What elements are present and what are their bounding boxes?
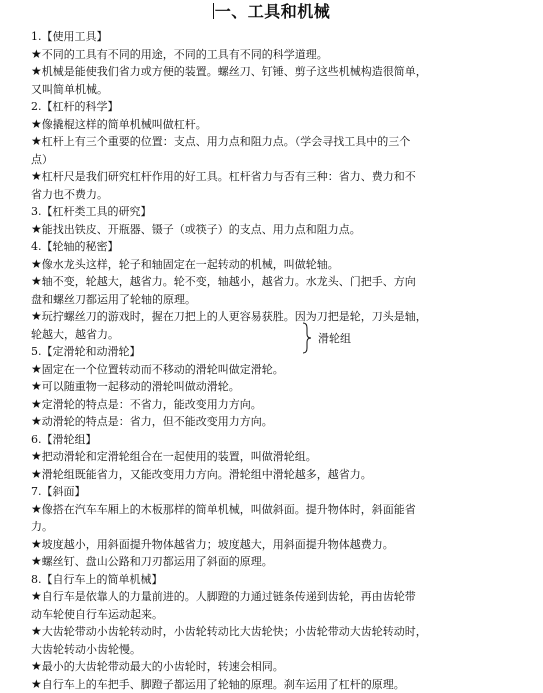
star-icon: ★ xyxy=(31,64,42,78)
bullet-text: 最小的大齿轮带动最大的小齿轮时，转速会相同。 xyxy=(42,660,284,673)
star-icon: ★ xyxy=(31,257,42,271)
bullet-text: 自行车是依靠人的力量前进的。人脚蹬的力通过链条传递到齿轮，再由齿轮带 xyxy=(42,590,416,603)
bullet-line xyxy=(31,413,526,431)
continuation-line xyxy=(31,291,526,309)
continuation-line xyxy=(31,641,526,659)
bullet-text: 像搭在汽车车厢上的木板那样的简单机械，叫做斜面。提升物体时，斜面能省 xyxy=(42,503,416,516)
section-heading-text: 4.【轮轴的秘密】 xyxy=(31,240,119,253)
continuation-line xyxy=(31,326,526,344)
bullet-text: 坡度越小，用斜面提升物体越省力；坡度越大，用斜面提升物体越费力。 xyxy=(42,538,394,551)
bullet-line xyxy=(31,658,526,676)
star-icon: ★ xyxy=(31,309,42,323)
continuation-line xyxy=(31,606,526,624)
section-heading-text: 5.【定滑轮和动滑轮】 xyxy=(31,345,141,358)
bullet-line xyxy=(31,308,526,326)
bullet-text: 定滑轮的特点是：不省力，能改变用力方向。 xyxy=(42,398,262,411)
star-icon: ★ xyxy=(31,677,42,691)
bullet-text: 像水龙头这样，轮子和轴固定在一起转动的机械，叫做轮轴。 xyxy=(42,258,339,271)
bullet-text: 不同的工具有不同的用途，不同的工具有不同的科学道理。 xyxy=(42,48,328,61)
bullet-line xyxy=(31,46,526,64)
star-icon: ★ xyxy=(31,537,42,551)
brace-label: 滑轮组 xyxy=(318,330,351,346)
section-heading-text: 2.【杠杆的科学】 xyxy=(31,100,119,113)
bullet-line xyxy=(31,676,526,693)
section-heading-text: 3.【杠杆类工具的研究】 xyxy=(31,205,152,218)
bullet-text: 滑轮组既能省力，又能改变用力方向。滑轮组中滑轮越多，越省力。 xyxy=(42,468,372,481)
continuation-text: 动车轮使自行车运动起来。 xyxy=(31,608,163,621)
bullet-line xyxy=(31,396,526,414)
bullet-text: 玩拧螺丝刀的游戏时，握在刀把上的人更容易获胜。因为刀把是轮，刀头是轴， xyxy=(42,310,427,323)
continuation-text: 大齿轮转动小齿轮慢。 xyxy=(31,643,141,656)
star-icon: ★ xyxy=(31,659,42,673)
star-icon: ★ xyxy=(31,117,42,131)
bullet-line xyxy=(31,553,526,571)
bullet-text: 固定在一个位置转动而不移动的滑轮叫做定滑轮。 xyxy=(42,363,284,376)
right-brace-icon xyxy=(302,322,312,354)
bullet-line xyxy=(31,63,526,81)
star-icon: ★ xyxy=(31,449,42,463)
star-icon: ★ xyxy=(31,134,42,148)
continuation-text: 省力也不费力。 xyxy=(31,188,108,201)
star-icon: ★ xyxy=(31,397,42,411)
page-title xyxy=(0,2,543,22)
continuation-line xyxy=(31,518,526,536)
bullet-text: 像撬棍这样的简单机械叫做杠杆。 xyxy=(42,118,207,131)
bullet-text: 杠杆上有三个重要的位置：支点、用力点和阻力点。（学会寻找工具中的三个 xyxy=(42,135,411,148)
star-icon: ★ xyxy=(31,169,42,183)
continuation-line xyxy=(31,186,526,204)
bullet-line xyxy=(31,361,526,379)
star-icon: ★ xyxy=(31,274,42,288)
bullet-line xyxy=(31,133,526,151)
bullet-text: 可以随重物一起移动的滑轮叫做动滑轮。 xyxy=(42,380,240,393)
bullet-text: 螺丝钉、盘山公路和刀刃都运用了斜面的原理。 xyxy=(42,555,273,568)
bullet-text: 能找出铁皮、开瓶器、镊子（或筷子）的支点、用力点和阻力点。 xyxy=(42,223,361,236)
star-icon: ★ xyxy=(31,222,42,236)
title-cursor-mark xyxy=(213,3,214,19)
section-heading-text: 8.【自行车上的简单机械】 xyxy=(31,573,163,586)
section-heading xyxy=(31,343,526,361)
star-icon: ★ xyxy=(31,47,42,61)
bullet-line xyxy=(31,466,526,484)
star-icon: ★ xyxy=(31,414,42,428)
continuation-text: 点） xyxy=(31,153,53,166)
bullet-text: 杠杆尺是我们研究杠杆作用的好工具。杠杆省力与否有三种：省力、费力和不 xyxy=(42,170,416,183)
star-icon: ★ xyxy=(31,362,42,376)
star-icon: ★ xyxy=(31,467,42,481)
bullet-line xyxy=(31,501,526,519)
section-heading-text: 7.【斜面】 xyxy=(31,485,86,498)
bullet-text: 自行车上的车把手、脚蹬子都运用了轮轴的原理。刹车运用了杠杆的原理。 xyxy=(42,678,405,691)
section-heading-text: 6.【滑轮组】 xyxy=(31,433,97,446)
continuation-line xyxy=(31,151,526,169)
bullet-text: 机械是能使我们省力或方便的装置。螺丝刀、钉锤、剪子这些机械构造很简单， xyxy=(42,65,427,78)
bullet-line xyxy=(31,273,526,291)
section-heading xyxy=(31,28,526,46)
bullet-line xyxy=(31,536,526,554)
bullet-text: 动滑轮的特点是：省力，但不能改变用力方向。 xyxy=(42,415,273,428)
star-icon: ★ xyxy=(31,589,42,603)
section-heading xyxy=(31,203,526,221)
section-heading xyxy=(31,98,526,116)
bullet-line xyxy=(31,448,526,466)
star-icon: ★ xyxy=(31,554,42,568)
continuation-text: 力。 xyxy=(31,520,53,533)
bullet-line xyxy=(31,116,526,134)
bullet-line xyxy=(31,588,526,606)
brace-annotation xyxy=(302,318,351,358)
star-icon: ★ xyxy=(31,379,42,393)
bullet-line xyxy=(31,221,526,239)
bullet-text: 大齿轮带动小齿轮转动时，小齿轮转动比大齿轮快；小齿轮带动大齿轮转动时， xyxy=(42,625,427,638)
bullet-line xyxy=(31,168,526,186)
continuation-text: 盘和螺丝刀都运用了轮轴的原理。 xyxy=(31,293,196,306)
document-body xyxy=(31,28,526,693)
continuation-line xyxy=(31,81,526,99)
bullet-line xyxy=(31,623,526,641)
bullet-text: 把动滑轮和定滑轮组合在一起使用的装置，叫做滑轮组。 xyxy=(42,450,317,463)
bullet-line xyxy=(31,378,526,396)
star-icon: ★ xyxy=(31,624,42,638)
section-heading xyxy=(31,431,526,449)
bullet-text: 轴不变，轮越大，越省力。轮不变，轴越小，越省力。水龙头、门把手、方向 xyxy=(42,275,416,288)
section-heading xyxy=(31,483,526,501)
section-heading xyxy=(31,238,526,256)
continuation-text: 轮越大，越省力。 xyxy=(31,328,119,341)
bullet-line xyxy=(31,256,526,274)
section-heading xyxy=(31,571,526,589)
star-icon: ★ xyxy=(31,502,42,516)
continuation-text: 又叫简单机械。 xyxy=(31,83,108,96)
section-heading-text: 1.【使用工具】 xyxy=(31,30,108,43)
page-title-text: 一、工具和机械 xyxy=(215,2,331,21)
